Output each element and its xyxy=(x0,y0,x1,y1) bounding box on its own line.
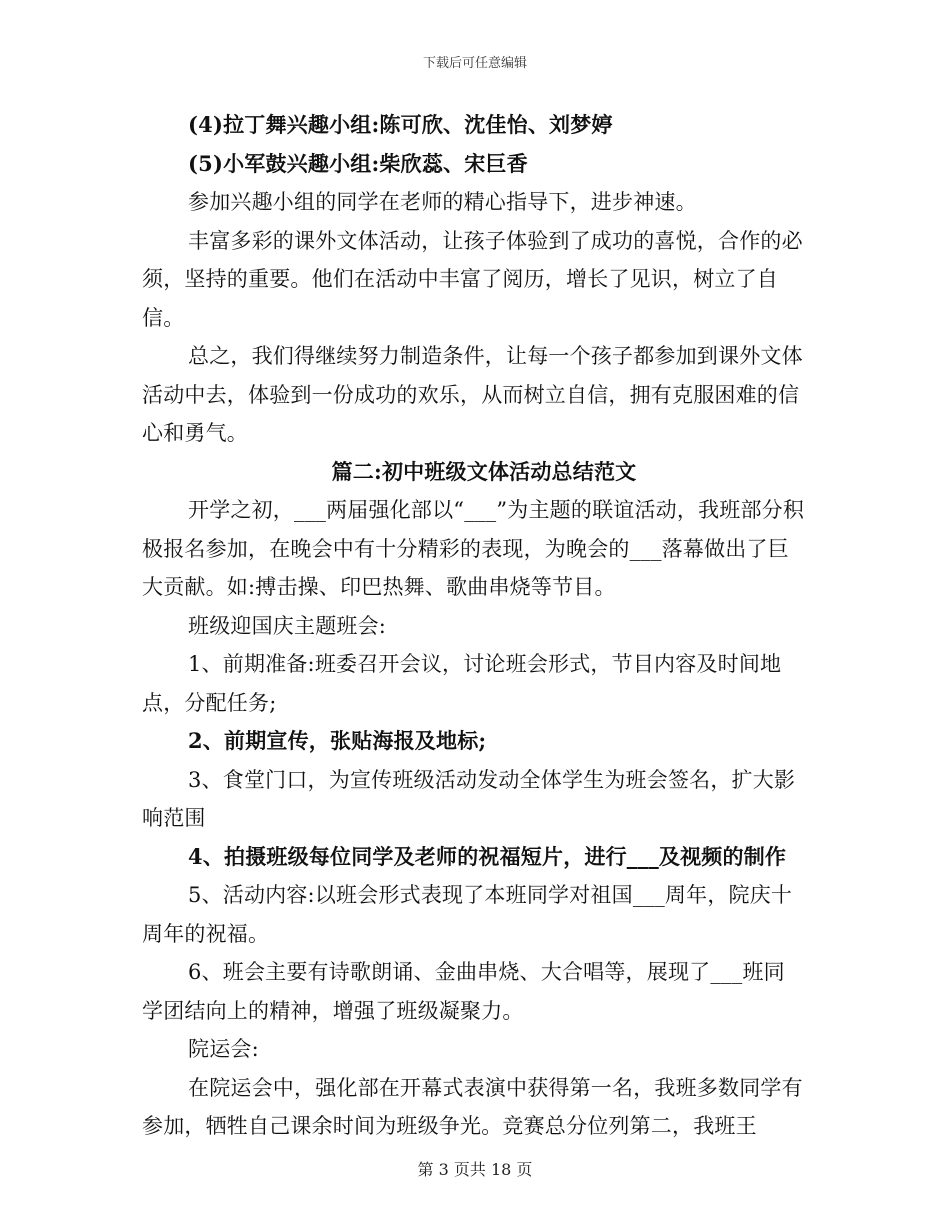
list-item: 6、班会主要有诗歌朗诵、金曲串烧、大合唱等，展现了___班同学团结向上的精神，增强了班级凝聚力。 xyxy=(142,960,785,1023)
document-body xyxy=(142,106,806,1146)
list-item: 2、前期宣传，张贴海报及地标; xyxy=(188,728,487,753)
page-footer: 第 3 页共 18 页 xyxy=(417,1160,533,1179)
list-item: 1、前期准备:班委召开会议，讨论班会形式，节目内容及时间地点，分配任务; xyxy=(142,652,782,715)
page-header: 下载后可任意编辑 xyxy=(422,56,527,71)
list-item: 5、活动内容:以班会形式表现了本班同学对祖国___周年，院庆十周年的祝福。 xyxy=(142,883,793,946)
paragraph: 参加兴趣小组的同学在老师的精心指导下，进步神速。 xyxy=(188,190,697,214)
section-title: 篇二:初中班级文体活动总结范文 xyxy=(331,458,637,484)
list-item: 3、食堂门口，为宣传班级活动发动全体学生为班会签名，扩大影响范围 xyxy=(142,767,796,830)
paragraph: 丰富多彩的课外文体活动，让孩子体验到了成功的喜悦，合作的必须，坚持的重要。他们在活动中丰富了阅历，增长了见识，树立了自信。 xyxy=(142,228,803,330)
paragraph: 在院运会中，强化部在开幕式表演中获得第一名，我班多数同学有参加，牺牲自己课余时间为班级争光。竞赛总分位列第二，我班王 xyxy=(142,1075,803,1138)
paragraph: 开学之初，___两届强化部以“___”为主题的联谊活动，我班部分积极报名参加，在晚会中有十分精彩的表现，为晚会的___落幕做出了巨大贡献。如:搏击操、印巴热舞、歌曲串烧等节目。 xyxy=(142,498,805,599)
paragraph: 班级迎国庆主题班会: xyxy=(188,613,387,638)
paragraph-latin-dance-group: (4)拉丁舞兴趣小组:陈可欣、沈佳怡、刘梦婷 xyxy=(188,112,613,137)
paragraph: 总之，我们得继续努力制造条件，让每一个孩子都参加到课外文体活动中去，体验到一份成功的欢乐，从而树立自信，拥有克服困难的信心和勇气。 xyxy=(142,344,803,445)
paragraph: 院运会: xyxy=(188,1037,259,1061)
list-item: 4、拍摄班级每位同学及老师的祝福短片，进行___及视频的制作 xyxy=(188,843,787,869)
paragraph-drum-group: (5)小军鼓兴趣小组:柴欣蕊、宋巨香 xyxy=(188,150,528,176)
